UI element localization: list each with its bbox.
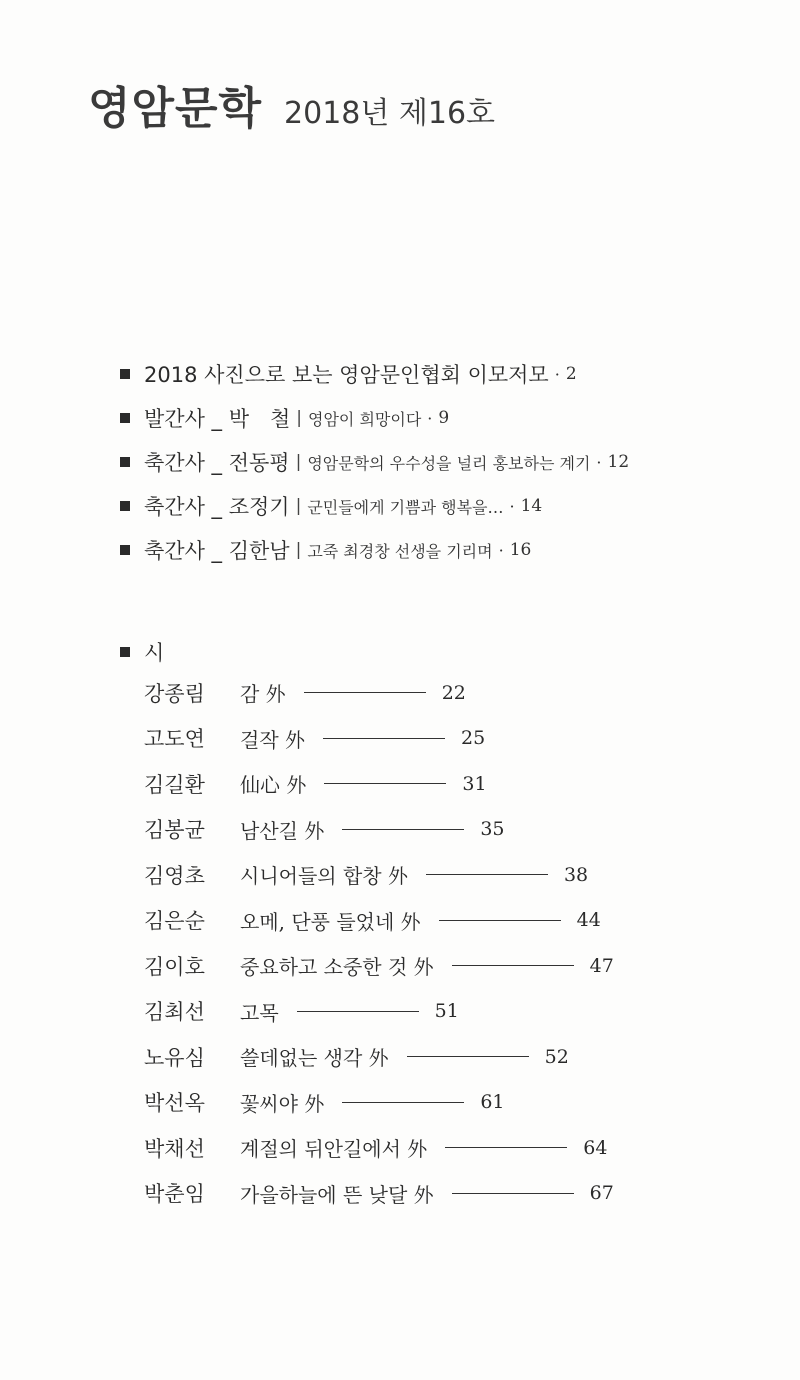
poem-author: 김최선 (144, 1000, 205, 1025)
leader-line (439, 920, 561, 921)
poem-entry[interactable] (120, 989, 780, 1035)
toc-item[interactable] (120, 484, 780, 528)
toc-item-subtitle: 영암이 희망이다 (308, 409, 422, 429)
poem-entry[interactable] (120, 898, 780, 944)
poem-page-number: 51 (434, 1000, 459, 1023)
page-header (88, 72, 495, 136)
poem-page-number: 47 (589, 954, 614, 977)
poem-page-number: 25 (461, 727, 486, 750)
poem-entry[interactable] (120, 1171, 780, 1217)
poem-title: 중요하고 소중한 것 外 (240, 955, 434, 980)
square-bullet-icon (120, 369, 130, 379)
poem-title: 쓸데없는 생각 外 (240, 1046, 389, 1071)
leader-line (342, 829, 464, 830)
poem-entry[interactable] (120, 670, 780, 716)
leader-line (297, 1011, 419, 1012)
poetry-section (120, 634, 780, 1216)
poem-list (120, 670, 780, 1216)
poem-page-number: 35 (480, 818, 505, 841)
square-bullet-icon (120, 647, 130, 657)
poem-page-number: 61 (480, 1091, 505, 1114)
poem-author: 김길환 (144, 772, 205, 797)
toc-page-number: 2 (565, 364, 577, 384)
page-separator: · (498, 540, 504, 560)
poem-page-number: 38 (563, 863, 589, 886)
poem-entry[interactable] (120, 807, 780, 853)
section-label: 시 (144, 641, 165, 665)
poem-author: 박춘임 (144, 1182, 205, 1207)
poem-author: 김영초 (144, 863, 205, 888)
poem-title: 仙心 外 (240, 773, 307, 798)
leader-line (452, 965, 574, 966)
poem-page-number: 22 (441, 681, 466, 704)
section-heading (120, 634, 780, 670)
poem-author: 박채선 (144, 1136, 205, 1161)
poem-entry[interactable] (120, 1080, 780, 1126)
poem-page-number: 31 (462, 772, 487, 795)
toc-page-number: 12 (607, 452, 630, 472)
toc-page-number: 14 (520, 496, 543, 516)
page-separator: · (509, 496, 515, 516)
poem-author: 김은순 (144, 909, 205, 934)
poem-title: 계절의 뒤안길에서 外 (240, 1137, 428, 1162)
subtitle-separator: | (295, 540, 302, 560)
intro-contents-list (120, 352, 780, 572)
square-bullet-icon (120, 457, 130, 467)
poem-title: 오메, 단풍 들었네 外 (240, 909, 421, 934)
poem-title: 고목 (240, 1000, 279, 1025)
toc-item[interactable] (120, 352, 780, 396)
poem-title: 걸작 外 (240, 727, 305, 752)
toc-item-title: 2018 사진으로 보는 영암문인협회 이모저모 (144, 363, 549, 387)
toc-item-title: 발간사 _ 박 철 (144, 407, 291, 431)
leader-line (407, 1056, 529, 1057)
poem-page-number: 52 (544, 1045, 569, 1068)
toc-item[interactable] (120, 440, 780, 484)
poem-title: 시니어들의 합창 外 (240, 864, 408, 889)
poem-entry[interactable] (120, 852, 780, 898)
poem-entry[interactable] (120, 761, 780, 807)
poem-author: 고도연 (144, 727, 205, 752)
poem-title: 가을하늘에 뜬 낮달 外 (240, 1182, 434, 1207)
poem-entry[interactable] (120, 1125, 780, 1171)
square-bullet-icon (120, 413, 130, 423)
leader-line (324, 783, 446, 784)
poem-author: 노유심 (144, 1045, 205, 1070)
poem-title: 꽃씨야 外 (240, 1091, 325, 1116)
toc-item-subtitle: 군민들에게 기쁨과 행복을… (307, 497, 504, 517)
poem-title: 남산길 外 (240, 818, 325, 843)
leader-line (323, 738, 445, 739)
page-separator: · (554, 364, 560, 384)
leader-line (452, 1193, 574, 1194)
toc-item-title: 축간사 _ 전동평 (144, 451, 290, 475)
subtitle-separator: | (295, 496, 302, 516)
toc-item-title: 축간사 _ 김한남 (144, 539, 290, 563)
toc-item[interactable] (120, 396, 780, 440)
poem-author: 김이호 (144, 954, 205, 979)
page-separator: · (427, 408, 433, 428)
issue-label: 2018년 제16호 (284, 96, 496, 131)
square-bullet-icon (120, 545, 130, 555)
toc-item-subtitle: 고죽 최경창 선생을 기리며 (307, 541, 493, 561)
subtitle-separator: | (296, 408, 303, 428)
magazine-title: 영암문학 (88, 83, 263, 134)
square-bullet-icon (120, 501, 130, 511)
page-separator: · (596, 452, 602, 472)
toc-page-number: 9 (438, 408, 450, 428)
subtitle-separator: | (295, 452, 302, 472)
leader-line (304, 692, 426, 693)
toc-item-subtitle: 영암문학의 우수성을 널리 홍보하는 계기 (307, 453, 591, 473)
poem-author: 박선옥 (144, 1091, 205, 1116)
poem-page-number: 44 (576, 909, 601, 932)
poem-entry[interactable] (120, 943, 780, 989)
leader-line (342, 1102, 464, 1103)
poem-author: 강종림 (144, 681, 205, 706)
poem-title: 감 外 (240, 682, 286, 707)
leader-line (445, 1147, 567, 1148)
poem-page-number: 67 (589, 1182, 614, 1205)
toc-page-number: 16 (509, 540, 532, 560)
toc-item[interactable] (120, 528, 780, 572)
poem-author: 김봉균 (144, 818, 205, 843)
leader-line (426, 874, 548, 875)
poem-entry[interactable] (120, 716, 780, 762)
poem-page-number: 64 (583, 1136, 608, 1159)
poem-entry[interactable] (120, 1034, 780, 1080)
toc-item-title: 축간사 _ 조정기 (144, 495, 290, 519)
